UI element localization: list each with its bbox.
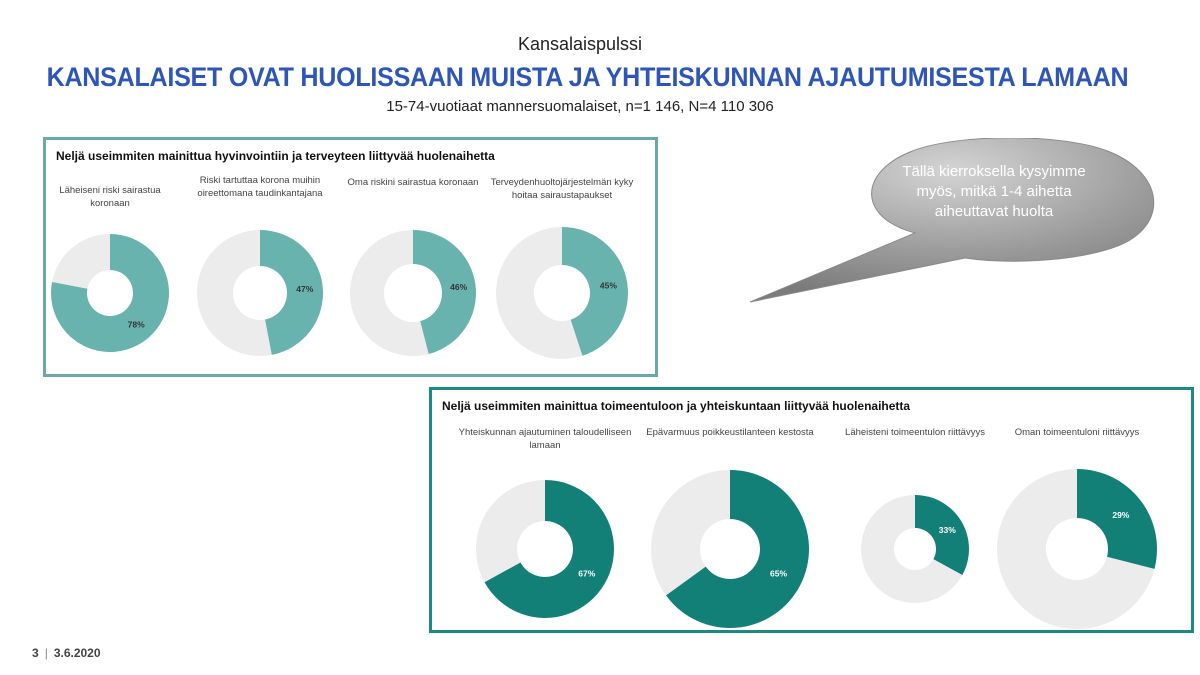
donut-label-oma-riskini-sairastua-koronaan: Oma riskini sairastua koronaan — [347, 177, 479, 188]
donut-value-label: 67% — [578, 568, 596, 579]
donut-label-epavarmuus-poikkeustilanteen-kestosta: Epävarmuus poikkeustilanteen kestosta — [646, 427, 814, 438]
pre-title: Kansalaispulssi — [517, 34, 643, 54]
health-concerns-panel — [43, 137, 658, 377]
donut-chart — [49, 232, 171, 354]
page-number: 3 — [32, 646, 39, 660]
main-title: KANSALAISET OVAT HUOLISSAAN MUISTA JA YHTEISKUNNAN AJAUTUMISESTA LAMAAN — [46, 62, 1129, 92]
donut-chart — [995, 467, 1159, 631]
donut-label-oman-toimeentuloni-riittavyys: Oman toimeentuloni riittävyys — [1014, 427, 1140, 438]
donut-chart — [474, 478, 616, 620]
donut-value-label: 65% — [770, 568, 788, 579]
donut-chart — [494, 225, 630, 361]
footer-date: 3.6.2020 — [53, 646, 101, 660]
donut-chart — [348, 228, 478, 358]
panel-title: Neljä useimmiten mainittua toimeentuloon ja yhteiskuntaan liittyvää huolenaihetta — [442, 399, 911, 413]
subtitle: 15-74-vuotiaat mannersuomalaiset, n=1 146, N=4 110 306 — [386, 98, 774, 115]
speech-bubble-text: Tällä kierroksella kysyimme myös, mitkä 1-4 aihetta aiheuttavat huolta — [902, 163, 1086, 220]
donut-chart — [859, 493, 971, 605]
donut-label-laheisteni-toimeentulon-riittavyys: Läheisteni toimeentulon riittävyys — [845, 427, 985, 438]
donut-value-label: 46% — [450, 282, 468, 293]
economy-concerns-panel — [429, 387, 1194, 633]
donut-value-label: 45% — [599, 280, 617, 291]
donut-value-slice — [260, 230, 323, 355]
donut-label-laheiseni-riski-sairastua-koronaan: Läheiseni riski sairastua koronaan — [59, 185, 161, 209]
footer-separator: | — [44, 646, 48, 660]
donut-value-label: 33% — [938, 524, 956, 535]
donut-value-label: 78% — [127, 319, 145, 330]
donut-remainder-slice — [476, 480, 545, 582]
donut-label-riski-tartuttaa-korona-muihin-oireettoma: Riski tartuttaa korona muihin oireettomana taudinkantajana — [197, 175, 323, 199]
donut-value-label: 47% — [296, 283, 314, 294]
footer — [32, 646, 101, 660]
donut-label-yhteiskunnan-ajautuminen-taloudelliseen-: Yhteiskunnan ajautuminen taloudelliseen lamaan — [458, 427, 632, 451]
donut-chart — [649, 468, 811, 630]
donut-label-terveydenhuoltojarjestelman-kyky-hoitaa-: Terveydenhuoltojärjestelmän kyky hoitaa sairaustapaukset — [490, 177, 634, 201]
panel-title: Neljä useimmiten mainittua hyvinvointiin ja terveyteen liittyvää huolenaihetta — [56, 149, 495, 163]
donut-value-slice — [915, 495, 969, 575]
donut-value-label: 29% — [1112, 509, 1130, 520]
donut-remainder-slice — [52, 234, 110, 289]
donut-chart — [195, 228, 325, 358]
